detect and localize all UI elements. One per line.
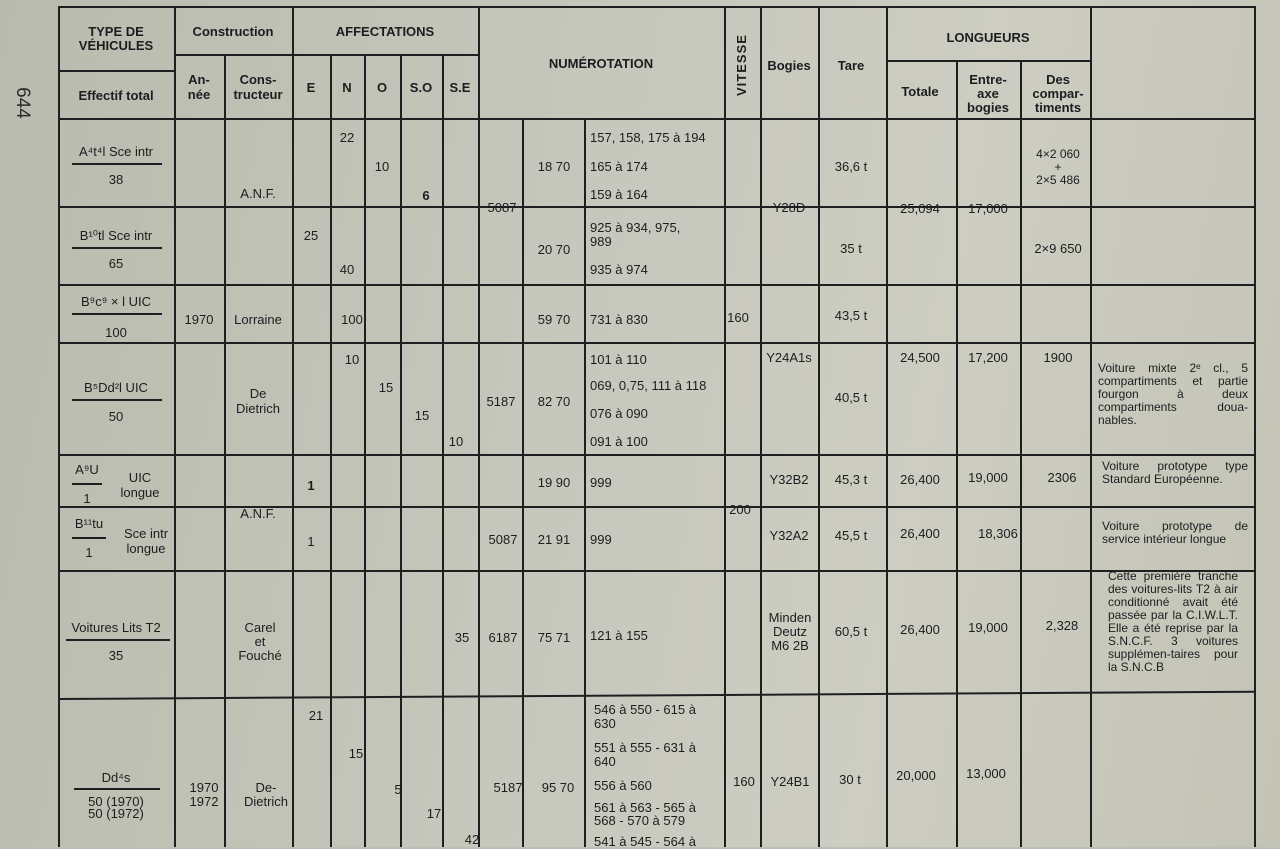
r1-tare: 36,6 t bbox=[834, 159, 868, 174]
r8-num-7: 541 à 545 - 564 à bbox=[594, 834, 696, 849]
r8-bogies: Y24B1 bbox=[770, 774, 810, 789]
col-right bbox=[1254, 6, 1256, 847]
r6-note: Voiture prototype de service intérieur longue bbox=[1102, 519, 1248, 546]
r1-comp-l2: + bbox=[1054, 160, 1062, 174]
header-totale: Totale bbox=[901, 84, 939, 99]
r4-num-1: 069, 0,75, 111 à 118 bbox=[590, 378, 707, 393]
r4-total: 50 bbox=[108, 409, 124, 424]
grp34-comp: 1900 bbox=[1043, 350, 1073, 365]
header-bogies: Bogies bbox=[767, 58, 811, 73]
r8-num-4: 556 à 560 bbox=[594, 778, 652, 793]
header-entre-l3: bogies bbox=[967, 100, 1009, 115]
r6-type-num: B¹¹tu bbox=[74, 516, 104, 531]
r6-tare: 45,5 t bbox=[834, 528, 868, 543]
col-se bbox=[478, 6, 480, 847]
r8-annee-l1: 1970 bbox=[189, 780, 219, 795]
r1-comp-l1: 4×2 060 bbox=[1036, 147, 1080, 161]
r1-total: 38 bbox=[108, 172, 124, 187]
r4-se: 10 bbox=[448, 434, 464, 449]
r1-comp-l3: 2×5 486 bbox=[1036, 173, 1080, 187]
r3-n: 100 bbox=[341, 312, 363, 327]
r8-constructeur-l2: Dietrich bbox=[243, 794, 289, 809]
anf1-totale: 25,094 bbox=[900, 201, 940, 216]
r7-note: Cette première tranche des voitures-lits T2 à air conditionné avait été passée par la C.I.W.L.T. Elle a été reprise par la S.N.C.F. 3 voitures supplémen-taires pour la S.N.C.B bbox=[1108, 569, 1238, 674]
r6-entre: 18,306 bbox=[978, 526, 1018, 541]
r1-num-1: 165 à 174 bbox=[590, 159, 648, 174]
rule-r3 bbox=[58, 342, 1254, 344]
header-affectations: AFFECTATIONS bbox=[335, 24, 435, 39]
r2-comp: 2×9 650 bbox=[1034, 241, 1082, 256]
page-number: 644 bbox=[11, 87, 33, 119]
grp34-entre: 17,200 bbox=[968, 350, 1008, 365]
r4-tare: 40,5 t bbox=[834, 390, 868, 405]
r7-bogies-l3: M6 2B bbox=[771, 638, 809, 653]
r5-type-num: A⁹U bbox=[75, 462, 99, 477]
col-annee bbox=[224, 54, 226, 847]
header-entre-l2: axe bbox=[977, 86, 999, 101]
r8-annee-l2: 1972 bbox=[189, 794, 219, 809]
r8-num-0: 546 à 550 - 615 à bbox=[594, 702, 696, 717]
anf2-constructeur: A.N.F. bbox=[240, 506, 276, 521]
r7-series: 75 71 bbox=[537, 630, 571, 645]
r8-num-6: 568 - 570 à 579 bbox=[594, 813, 686, 828]
col-serie bbox=[522, 118, 524, 847]
r3-constructeur: Lorraine bbox=[234, 312, 282, 327]
r8-vitesse: 160 bbox=[733, 774, 755, 789]
anf1-bogies: Y28D bbox=[772, 200, 806, 215]
r3-type: B⁹c⁹ × l UIC bbox=[80, 294, 152, 309]
r8-so: 17 bbox=[426, 806, 442, 821]
r6-type-den: 1 bbox=[85, 544, 93, 560]
r6-type-suffix-l2: longue bbox=[126, 541, 166, 556]
rule-serie-r1-gap bbox=[522, 206, 582, 208]
grp34-bogies: Y24A1s bbox=[766, 350, 812, 365]
col-type bbox=[174, 6, 176, 847]
r1-series: 18 70 bbox=[537, 159, 571, 174]
r8-num-3: 640 bbox=[594, 754, 616, 769]
r3-vitesse: 160 bbox=[727, 310, 749, 325]
r3-num: 731 à 830 bbox=[590, 312, 648, 327]
r5-type-fraction bbox=[72, 462, 102, 506]
r2-e: 25 bbox=[303, 228, 319, 243]
r8-tare: 30 t bbox=[839, 772, 861, 787]
header-aff-n: N bbox=[342, 80, 352, 95]
r4-type: B⁵Dd²l UIC bbox=[84, 380, 148, 395]
r5-type-suffix-l1: UIC bbox=[128, 470, 152, 485]
r7-serie: 6187 bbox=[488, 630, 518, 645]
r1-num-0: 157, 158, 175 à 194 bbox=[590, 130, 706, 145]
r5-note: Voiture prototype type Standard Européenne. bbox=[1102, 459, 1248, 486]
r4-n: 10 bbox=[344, 352, 360, 367]
header-vitesse: VITESSE bbox=[734, 34, 749, 96]
r4-constructeur-l1: De bbox=[249, 386, 267, 401]
r4-num-2: 076 à 090 bbox=[590, 406, 648, 421]
r5-series: 19 90 bbox=[537, 475, 571, 490]
r8-fraction-bar bbox=[74, 788, 160, 790]
r7-entre: 19,000 bbox=[968, 620, 1008, 635]
header-type-l1: TYPE DE bbox=[88, 24, 144, 39]
r5-type-suffix-l2: longue bbox=[120, 485, 160, 500]
r8-total-l2: 50 (1972) bbox=[88, 806, 144, 821]
header-longueurs: LONGUEURS bbox=[946, 30, 1030, 45]
r3-total: 100 bbox=[105, 325, 127, 340]
col-left bbox=[58, 6, 60, 847]
header-construction: Construction bbox=[192, 24, 274, 39]
r1-n: 22 bbox=[339, 130, 355, 145]
r5-e: 1 bbox=[307, 478, 315, 493]
grp34-totale: 24,500 bbox=[900, 350, 940, 365]
r7-num: 121 à 155 bbox=[590, 628, 648, 643]
r2-num-1: 989 bbox=[590, 234, 612, 249]
r7-bogies-l1: Minden bbox=[768, 610, 812, 625]
r8-serie: 5187 bbox=[493, 780, 523, 795]
rolling-stock-table bbox=[58, 6, 1256, 847]
rule-header-bottom bbox=[58, 118, 1254, 120]
col-vitesse bbox=[760, 6, 762, 847]
col-n bbox=[364, 54, 366, 847]
r6-serie: 5087 bbox=[488, 532, 518, 547]
r5-comp: 2306 bbox=[1047, 470, 1077, 485]
r5-bogies: Y32B2 bbox=[769, 472, 809, 487]
r6-type-suffix-l1: Sce intr bbox=[123, 526, 169, 541]
r7-bogies-l2: Deutz bbox=[773, 624, 807, 639]
header-comp-l2: compar- bbox=[1032, 86, 1084, 101]
r1-type: A⁴t⁴l Sce intr bbox=[78, 144, 154, 159]
r5-tare: 45,3 t bbox=[834, 472, 868, 487]
r8-num-1: 630 bbox=[594, 716, 616, 731]
r2-n: 40 bbox=[339, 262, 355, 277]
r1-num-2: 159 à 164 bbox=[590, 187, 648, 202]
col-o bbox=[400, 54, 402, 847]
r2-type: B¹⁰tl Sce intr bbox=[79, 228, 153, 243]
col-tare bbox=[886, 6, 888, 847]
rule-r7 bbox=[58, 691, 1254, 701]
r8-type: Dd⁴s bbox=[101, 770, 131, 785]
r6-totale: 26,400 bbox=[900, 526, 940, 541]
header-constructeur-l2: tructeur bbox=[233, 87, 283, 102]
col-constructeur bbox=[292, 6, 294, 847]
header-aff-e: E bbox=[306, 80, 316, 95]
header-comp-l1: Des bbox=[1046, 72, 1070, 87]
r8-o: 5 bbox=[394, 782, 402, 797]
header-effectif: Effectif total bbox=[78, 88, 154, 103]
r7-type: Voitures Lits T2 bbox=[71, 620, 161, 635]
r8-constructeur-l1: De- bbox=[255, 780, 277, 795]
header-annee-l1: An- bbox=[188, 72, 210, 87]
r8-total-l1: 50 (1970) bbox=[88, 794, 144, 809]
rule-r2 bbox=[58, 284, 1254, 286]
r6-type-fraction bbox=[72, 516, 106, 560]
anf1-constructeur: A.N.F. bbox=[240, 186, 276, 201]
r8-totale: 20,000 bbox=[896, 768, 936, 783]
r6-num: 999 bbox=[590, 532, 612, 547]
r5-type-den: 1 bbox=[83, 490, 91, 506]
r8-n: 15 bbox=[348, 746, 364, 761]
r8-entre: 13,000 bbox=[966, 766, 1006, 781]
r3-annee: 1970 bbox=[184, 312, 214, 327]
r7-se: 35 bbox=[454, 630, 470, 645]
r7-total: 35 bbox=[108, 648, 124, 663]
r7-tare: 60,5 t bbox=[834, 624, 868, 639]
header-numerotation: NUMÉROTATION bbox=[548, 56, 654, 71]
r5-num: 999 bbox=[590, 475, 612, 490]
rule-top bbox=[58, 6, 1254, 8]
col-e bbox=[330, 54, 332, 847]
r4-note: Voiture mixte 2ᵉ cl., 5 compartiments et partie fourgon à deux compartiments doua-nables. bbox=[1098, 361, 1248, 427]
r8-num-5: 561 à 563 - 565 à bbox=[594, 800, 696, 815]
header-aff-o: O bbox=[376, 80, 388, 95]
r8-se: 42 bbox=[464, 832, 480, 847]
r4-o: 15 bbox=[378, 380, 394, 395]
r7-constructeur-l3: Fouché bbox=[238, 648, 282, 663]
anf2-vitesse: 200 bbox=[729, 502, 751, 517]
r7-comp: 2,328 bbox=[1045, 618, 1079, 633]
rule-type-split bbox=[58, 70, 174, 72]
rule-longueurs-split bbox=[886, 60, 1090, 62]
col-series bbox=[584, 118, 586, 847]
header-annee-l2: née bbox=[187, 87, 211, 102]
r7-totale: 26,400 bbox=[900, 622, 940, 637]
r3-series: 59 70 bbox=[537, 312, 571, 327]
r6-e: 1 bbox=[307, 534, 315, 549]
col-bogies bbox=[818, 6, 820, 847]
r8-e: 21 bbox=[308, 708, 324, 723]
r2-num-0: 925 à 934, 975, bbox=[590, 220, 681, 235]
col-entre bbox=[1020, 60, 1022, 847]
r4-num-3: 091 à 100 bbox=[590, 434, 648, 449]
r8-num-2: 551 à 555 - 631 à bbox=[594, 740, 696, 755]
r4-so: 15 bbox=[414, 408, 430, 423]
col-comp bbox=[1090, 6, 1092, 847]
r6-series: 21 91 bbox=[537, 532, 571, 547]
r6-fraction-bar bbox=[72, 537, 106, 539]
r2-tare: 35 t bbox=[840, 241, 862, 256]
header-aff-se: S.E bbox=[449, 80, 471, 95]
anf1-serie: 5087 bbox=[487, 200, 517, 215]
r7-constructeur-l1: Carel bbox=[244, 620, 276, 635]
header-entre-l1: Entre- bbox=[969, 72, 1007, 87]
r2-num-2: 935 à 974 bbox=[590, 262, 648, 277]
r5-totale: 26,400 bbox=[900, 472, 940, 487]
r6-bogies: Y32A2 bbox=[769, 528, 809, 543]
col-so bbox=[442, 54, 444, 847]
header-comp-l3: timents bbox=[1034, 100, 1082, 115]
header-aff-so: S.O bbox=[409, 80, 433, 95]
col-num bbox=[724, 6, 726, 847]
r3-tare: 43,5 t bbox=[834, 308, 868, 323]
r8-series: 95 70 bbox=[541, 780, 575, 795]
rule-r1 bbox=[58, 206, 1254, 208]
header-type-l2: VÉHICULES bbox=[78, 38, 154, 53]
r4-series: 82 70 bbox=[537, 394, 571, 409]
anf1-entre: 17,000 bbox=[968, 201, 1008, 216]
r7-constructeur-l2: et bbox=[254, 634, 266, 649]
r2-total: 65 bbox=[108, 256, 124, 271]
r4-serie: 5187 bbox=[486, 394, 516, 409]
r1-o: 10 bbox=[374, 159, 390, 174]
rule-construction-split bbox=[174, 54, 478, 56]
r5-entre: 19,000 bbox=[968, 470, 1008, 485]
r1-fraction-bar bbox=[72, 163, 162, 165]
col-totale bbox=[956, 60, 958, 847]
r4-constructeur-l2: Dietrich bbox=[235, 401, 281, 416]
r4-num-0: 101 à 110 bbox=[590, 352, 647, 367]
r5-fraction-bar bbox=[72, 483, 102, 485]
r7-fraction-bar bbox=[66, 639, 170, 641]
r3-fraction-bar bbox=[72, 313, 162, 315]
r2-series: 20 70 bbox=[537, 242, 571, 257]
r4-fraction-bar bbox=[72, 399, 162, 401]
rule-r4 bbox=[58, 454, 1254, 456]
rule-r5 bbox=[58, 506, 1254, 508]
header-constructeur-l1: Cons- bbox=[239, 72, 277, 87]
r2-fraction-bar bbox=[72, 247, 162, 249]
r1-so: 6 bbox=[422, 188, 430, 203]
header-tare: Tare bbox=[837, 58, 865, 73]
rule-r6 bbox=[58, 570, 1254, 572]
